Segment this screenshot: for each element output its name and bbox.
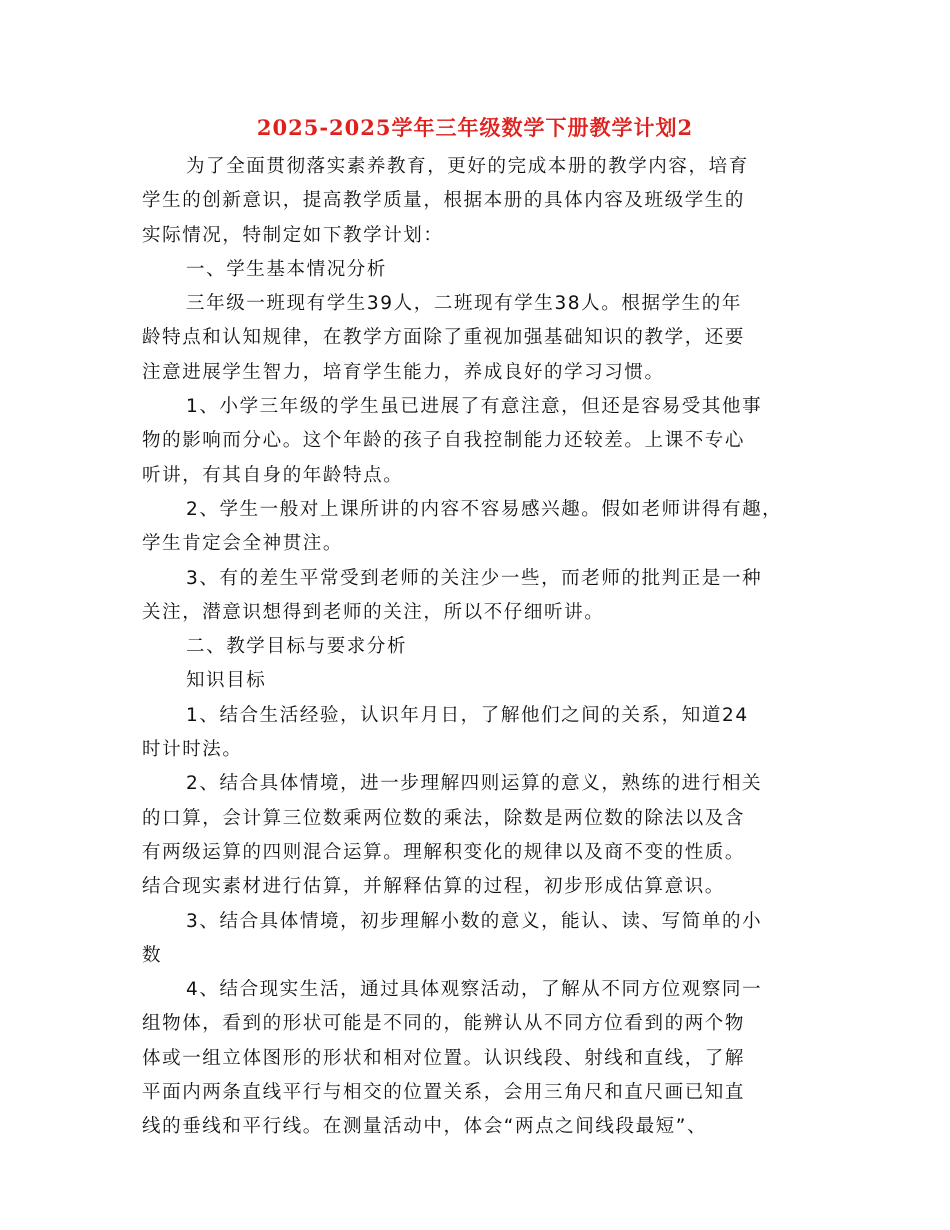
text-line: 实际情况，特制定如下教学计划： <box>142 224 444 246</box>
text-line: 知识目标 <box>186 670 267 692</box>
text-line: 学生肯定会全神贯注。 <box>142 533 344 555</box>
text-line: 有两级运算的四则混合运算。理解积变化的规律以及商不变的性质。 <box>142 841 746 863</box>
text-line: 听讲，有其自身的年龄特点。 <box>142 464 404 486</box>
text-line: 1、结合生活经验，认识年月日，了解他们之间的关系，知道24 <box>186 704 749 726</box>
text-line: 注意进展学生智力，培育学生能力，养成良好的学习习惯。 <box>142 361 665 383</box>
text-line: 2、学生一般对上课所讲的内容不容易感兴趣。假如老师讲得有趣， <box>186 498 783 520</box>
text-line: 线的垂线和平行线。在测量活动中，体会“两点之间线段最短”、 <box>142 1116 708 1138</box>
document-body <box>142 150 812 1145</box>
text-line: 学生的创新意识，提高教学质量，根据本册的具体内容及班级学生的 <box>142 190 746 212</box>
text-line: 1、小学三年级的学生虽已进展了有意注意，但还是容易受其他事 <box>186 396 763 418</box>
text-line: 一、学生基本情况分析 <box>186 258 388 280</box>
text-line: 结合现实素材进行估算，并解释估算的过程，初步形成估算意识。 <box>142 876 725 898</box>
text-line: 的口算，会计算三位数乘两位数的乘法，除数是两位数的除法以及含 <box>142 807 746 829</box>
text-line: 为了全面贯彻落实素养教育，更好的完成本册的教学内容，培育 <box>186 156 749 177</box>
document-title: 2025-2025学年三年级数学下册教学计划2 <box>256 115 694 140</box>
text-line: 关注，潜意识想得到老师的关注，所以不仔细听讲。 <box>142 601 605 623</box>
text-line: 组物体，看到的形状可能是不同的，能辨认从不同方位看到的两个物 <box>142 1013 746 1035</box>
text-line: 时计时法。 <box>142 739 243 761</box>
text-line: 龄特点和认知规律，在教学方面除了重视加强基础知识的教学，还要 <box>142 327 746 349</box>
text-line: 物的影响而分心。这个年龄的孩子自我控制能力还较差。上课不专心 <box>142 430 746 452</box>
text-line: 体或一组立体图形的形状和相对位置。认识线段、射线和直线，了解 <box>142 1047 746 1069</box>
text-line: 4、结合现实生活，通过具体观察活动，了解从不同方位观察同一 <box>186 979 763 1001</box>
text-line: 二、教学目标与要求分析 <box>186 636 408 658</box>
text-line: 数 <box>142 944 163 966</box>
text-line: 3、结合具体情境，初步理解小数的意义，能认、读、写简单的小 <box>186 910 763 932</box>
text-line: 平面内两条直线平行与相交的位置关系，会用三角尺和直尺画已知直 <box>142 1082 746 1104</box>
text-line: 2、结合具体情境，进一步理解四则运算的意义，熟练的进行相关 <box>186 773 763 795</box>
text-line: 3、有的差生平常受到老师的关注少一些，而老师的批判正是一种 <box>186 567 763 589</box>
text-line: 三年级一班现有学生39人，二班现有学生38人。根据学生的年 <box>186 293 742 315</box>
